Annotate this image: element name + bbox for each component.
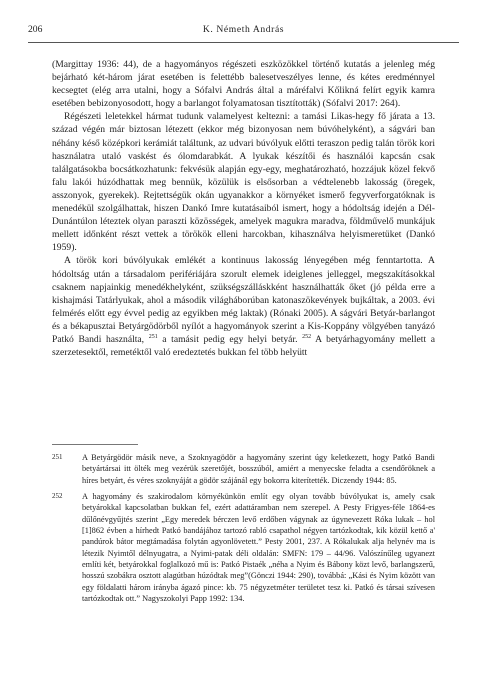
- footnote-number: 251: [52, 453, 63, 461]
- footnote-text: A hagyomány és szakirodalom környékünkön említ egy olyan tovább búvólyukat is, amely csak betyárokkal kapcsolatban bukkan fel, ezért adattáramban nem szerepel. A Pesty Frigyes-féle 1864-es dűlőnévgyűjtés szerint „Egy meredek bérczen levő erdőben vágynak az úgynevezett Róka lukak – hol [1]862 évben a hírhedt Patkó bandájához tartozó rabló csapathol négyen tartózkodtak, kik közül kettő a' pandúrok bátor megtámadása folytán agyonlövetett.” Pesty 2001, 237. A Rókalukak alja helynév ma is létezik Nyimtől délnyugatra, a Nyimi-patak déli oldalán: SMFN: 179 – 44/96. Valószínűleg ugyanezt említi két, betyárokkal foglalkozó mű is: Patkó Pistaék „néha a Nyim és Bábony közt levő, barlangszerű, hosszú szobákra osztott alagútban húzódtak meg”(Gönczi 1944: 290), továbbá: „Kási és Nyim között van egy földalatti három irányba ágazó pince: kb. 75 négyzetméter területet tesz ki. Patkó és társai szívesen tartózkodtak ott.” Nagyszokolyi Papp 1992: 134.: [82, 492, 435, 604]
- running-header: [28, 24, 459, 43]
- paragraph: (Margittay 1936: 44), de a hagyományos régészeti eszközökkel történő kutatás a jelenleg még bejárható két-három járat esetében is felettébb balesetveszélyes lenne, és kétes eredménnyel kecsegtet (elég arra utalni, hogy a Sófalvi András által a máréfalvi Kőlikná felírt egyik kamra esetében bebizonyosodott, hogy a barlangot folyamatosan tisztították) (Sófalvi 2017: 264).: [52, 59, 435, 110]
- running-head-author: K. Németh András: [202, 24, 285, 35]
- footnotes: [52, 452, 435, 609]
- footnote-separator: [52, 444, 138, 445]
- main-text: [52, 58, 435, 359]
- footnote-number: 252: [52, 492, 63, 501]
- footnote-ref: 251: [148, 333, 158, 340]
- footnote: [52, 491, 435, 604]
- page-number: 206: [28, 24, 43, 35]
- footnote-text: A Betyárgödör másik neve, a Szoknyagödör a hagyomány szerint úgy keletkezett, hogy Patkó Bandi betyártársai itt ölték meg vezérük szeretőjét, bosszúból, amiért a menyecske feladta a csendőröknek a híres betyárt, és véres szoknyáját a gödör szájánál egy bokorra kiterítették. Diczendy 1944: 85.: [82, 453, 435, 485]
- paragraph: Régészeti leletekkel hármat tudunk valamelyest keltezni: a tamási Likas-hegy fő járata a 13. század végén már biztosan létezett (ekkor még bizonyosan nem búvóhelyként), a ságvári ban néhány késő középkori kerámiát találtunk, az udvari búvólyuk előtti teraszon pedig talán török kori használatra utaló vaskést és ólomdarabkát. A lyukak készítői és használói kapcsán csak találgatásokba bocsátkozhatunk: fekvésük alapján egy-egy, meghatározható, hozzájuk közel fekvő falu lakói húzódhattak meg bennük, közülük is elsősorban a védtelenebb lakosság (öregek, asszonyok, gyerekek). Rejtettségük okán ugyanakkor a környéket ismerő fegyverforgatóknak is menedékül szolgálhattak, hiszen Dankó Imre kutatásaiból ismert, hogy a hódoltság idején a Dél-Dunántúlon léteztek olyan paraszti közösségek, amelyek magukra maradva, földművelő munkájuk mellett időnként részt vettek a törökök elleni harcokban, kihasználva helyismeretüket (Dankó 1959).: [52, 111, 435, 254]
- paragraph: A török kori búvólyukak emlékét a kontinuus lakosság lényegében még fenntartotta. A hódoltság után a társadalom perifériájára szorult elemek ideiglenes jelleggel, megszakításokkal csaknem napjainkig menedékhelyként, szükségszálláskként használhatták őket (jó példa erre a kishajmási Tatárlyukak, ahol a második világháborúban katonaszökevények bujkáltak, a 2003. évi felmérés előtt egy évvel pedig az egyikben még laktak) (Rónaki 2005). A ságvári Betyár-barlangot és a békapusztai Betyárgödörből nyílót a hagyományok szerint a Kis-Koppány völgyében tanyázó Patkó Bandi használta, $^{251}$ a tamásit pedig egy helyi betyár. $^{252}$ A betyárhagyomány mellett a szerzetesektől, remetéktől való eredeztetés bukkan fel több helyütt: [52, 255, 435, 359]
- footnote-ref: 252: [302, 333, 312, 340]
- footnote: [52, 452, 435, 486]
